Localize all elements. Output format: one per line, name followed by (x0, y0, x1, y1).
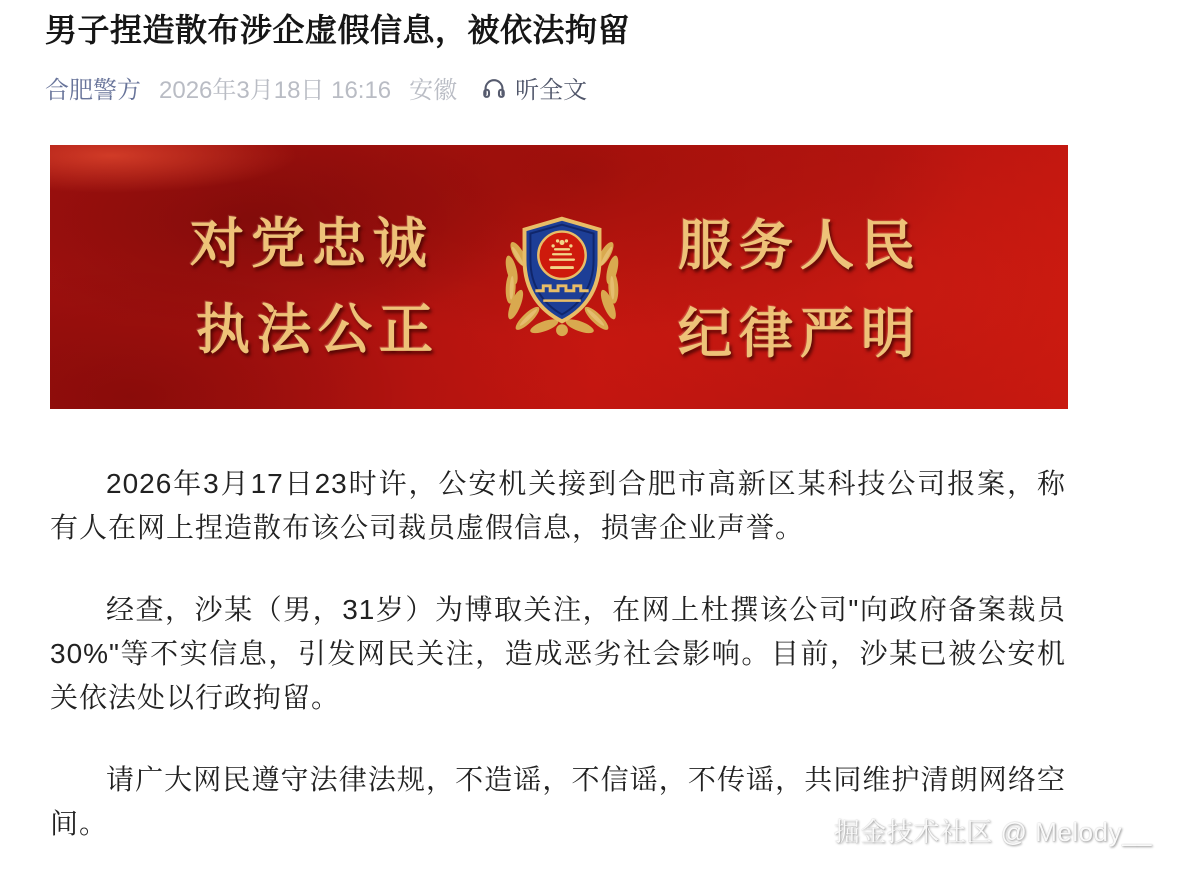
banner-slogan-left-bottom: 执法公正 (196, 300, 440, 360)
listen-label: 听全文 (515, 77, 588, 104)
paragraph-2: 经查，沙某（男，31岁）为博取关注，在网上杜撰该公司"向政府备案裁员30%"等不实信息，引发网民关注，造成恶劣社会影响。目前，沙某已被公安机关依法处以行政拘留。 (50, 594, 1066, 713)
banner-slogan-right-top: 服务人民 (678, 216, 922, 276)
police-banner-image[interactable] (50, 145, 1068, 409)
banner-slogan-left-top: 对党忠诚 (190, 214, 434, 274)
watermark: 掘金技术社区 @ Melody__ (833, 817, 1152, 847)
paragraph-3: 请广大网民遵守法律法规，不造谣，不信谣，不传谣，共同维护清朗网络空间。 (50, 764, 1066, 839)
listen-button[interactable] (481, 70, 587, 105)
police-badge-icon (488, 197, 636, 349)
article-body (50, 462, 1066, 846)
headphones-icon (481, 75, 507, 101)
paragraph-1: 2026年3月17日23时许，公安机关接到合肥市高新区某科技公司报案，称有人在网上捏造散布该公司裁员虚假信息，损害企业声誉。 (50, 468, 1066, 543)
publish-region: 安徽 (409, 77, 458, 104)
publish-date: 2026年3月18日 16:16 (159, 77, 392, 104)
source-link[interactable]: 合肥警方 (45, 77, 141, 104)
article-title: 男子捏造散布涉企虚假信息，被依法拘留 (45, 12, 631, 48)
banner-slogan-right-bottom: 纪律严明 (678, 304, 922, 364)
article-byline (45, 70, 587, 105)
